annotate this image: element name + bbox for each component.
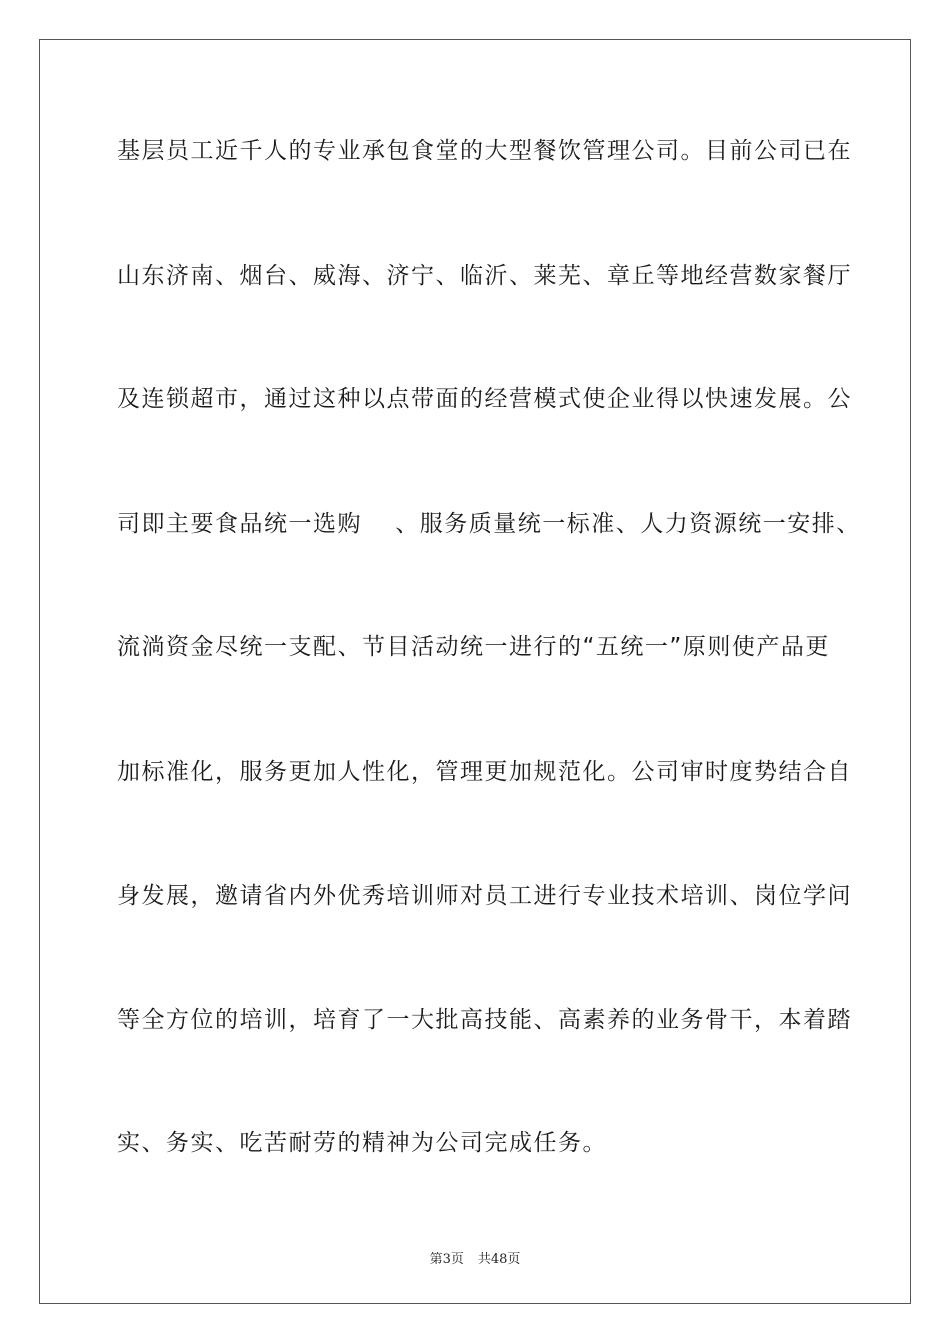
paragraph-line: 流淌资金尽统一支配、节目活动统一进行的“五统一”原则使产品更 [117, 634, 830, 660]
paragraph-line: 及连锁超市，通过这种以点带面的经营模式使企业得以快速发展。公 [117, 386, 852, 412]
paragraph-line: 山东济南、烟台、威海、济宁、临沂、莱芜、章丘等地经营数家餐厅 [117, 263, 852, 289]
page-border [39, 39, 911, 1304]
page-total: 共48页 [477, 1252, 521, 1267]
paragraph-line: 基层员工近千人的专业承包食堂的大型餐饮管理公司。目前公司已在 [117, 138, 852, 164]
paragraph-line: 加标准化，服务更加人性化，管理更加规范化。公司审时度势结合自 [117, 759, 852, 785]
page-number: 第3页 [429, 1252, 464, 1267]
paragraph-line: 等全方位的培训，培育了一大批高技能、高素养的业务骨干，本着踏 [117, 1007, 852, 1033]
paragraph-line: 司即主要食品统一选购 、服务质量统一标准、人力资源统一安排、 [117, 511, 861, 537]
page-footer [0, 1248, 950, 1267]
paragraph-line: 身发展，邀请省内外优秀培训师对员工进行专业技术培训、岗位学问 [117, 883, 852, 909]
paragraph-line: 实、务实、吃苦耐劳的精神为公司完成任务。 [117, 1130, 607, 1156]
